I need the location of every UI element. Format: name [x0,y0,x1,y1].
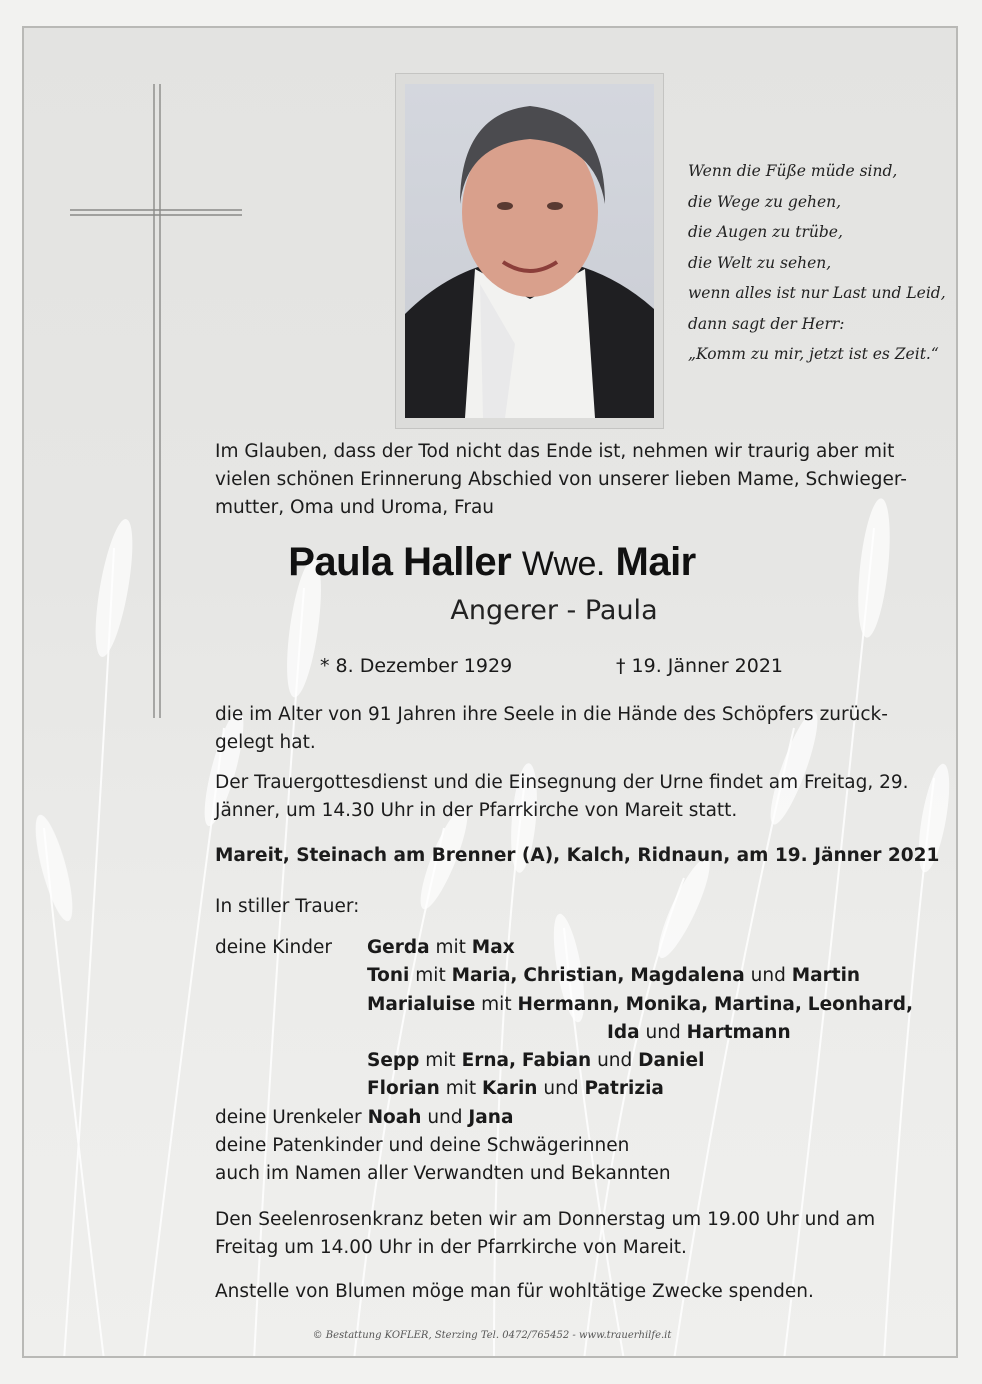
godchildren-line: deine Patenkinder und deine Schwägerinnen [215,1135,630,1157]
poem-line: die Augen zu trübe, [688,223,843,241]
portrait-frame [395,73,664,429]
flowers-text: Anstelle von Blumen möge man für wohltätige Zwecke spenden. [215,1281,814,1302]
obituary-card [22,26,958,1358]
poem-line: die Welt zu sehen, [688,253,832,272]
poem-line: „Komm zu mir, jetzt ist es Zeit.“ [688,345,939,363]
poem-line: die Wege zu gehen, [688,192,842,211]
rosary-text: Den Seelenrosenkranz beten wir am Donnerstag um 19.00 Uhr und am Freitag um 14.00 Uhr in der Pfarrkirche von Mareit. [215,1209,876,1258]
poem-line: dann sagt der Herr: [688,314,845,333]
birth-date: * 8. Dezember 1929 [320,655,513,677]
death-date: † 19. Jänner 2021 [616,655,784,677]
great-grandchildren-entry: deine Urenkeler Noah und Jana [215,1106,514,1128]
nickname: Angerer - Paula [450,595,658,626]
poem-line: Wenn die Füße müde sind, [688,162,898,180]
service-text: Der Trauergottesdienst und die Einsegnung der Urne findet am Freitag, 29. Jänner, um 14.30 Uhr in der Pfarrkirche von Mareit statt. [215,772,909,821]
child-entry: Toni mit Maria, Christian, Magdalena und Martin [367,965,861,987]
child-entry: Sepp mit Erna, Fabian und Daniel [367,1050,705,1072]
place-date: Mareit, Steinach am Brenner (A), Kalch, Ridnaun, am 19. Jänner 2021 [215,845,940,866]
child-entry: Gerda mit Max [367,937,515,958]
portrait-photo [405,84,654,418]
name-first: Paula Haller [288,540,512,584]
child-entry: Marialuise mit Hermann, Monika, Martina, Leonhard, [367,993,914,1015]
intro-text: Im Glauben, dass der Tod nicht das Ende ist, nehmen wir traurig aber mit vielen schönen Erinnerung Abschied von unserer lieben Mame, Schwieger-mutter, Oma und Uroma, Frau [215,441,907,518]
age-text: die im Alter von 91 Jahren ihre Seele in die Hände des Schöpfers zurück-gelegt hat. [215,704,888,753]
child-entry: Florian mit Karin und Patrizia [367,1078,664,1100]
children-label: deine Kinder [215,937,332,958]
footer-credit: © Bestattung KOFLER, Sterzing Tel. 0472/765452 - www.trauerhilfe.it [312,1330,672,1341]
name-last: Mair [615,540,696,584]
poem [688,156,948,370]
child-entry-continued: Ida und Hartmann [607,1021,791,1043]
deceased-name [24,538,958,588]
in-mourning-heading: In stiller Trauer: [215,896,360,917]
name-middle: Wwe. [521,545,605,583]
relatives-line: auch im Namen aller Verwandten und Bekannten [215,1163,671,1185]
poem-line: wenn alles ist nur Last und Leid, [688,284,946,302]
